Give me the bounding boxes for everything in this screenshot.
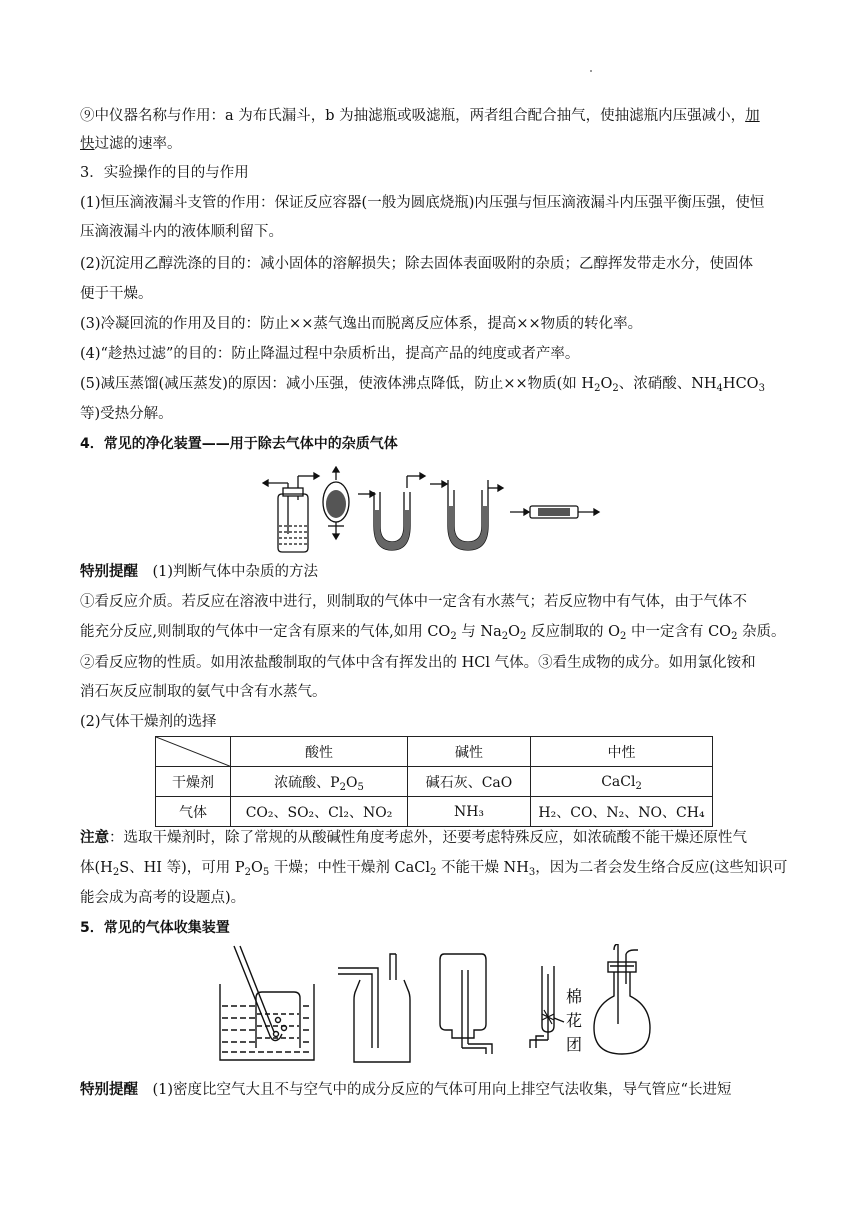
emphasis-label: 注意 [80,830,109,846]
paragraph-line [80,653,792,673]
paragraph-line [80,404,792,424]
text: (1)恒压滴液漏斗支管的作用：保证反应容器(一般为圆底烧瓶)内压强与恒压滴液漏斗内压强平衡压强，使恒 [80,195,765,211]
paragraph-line [80,828,792,848]
subscript: 2 [450,631,457,642]
section-heading-3 [80,163,792,183]
text: 便于干燥。 [80,286,153,302]
cotton-label-3: 团 [566,1035,583,1054]
paragraph-line [80,193,792,213]
text: 能充分反应,则制取的气体中一定含有原来的气体,如用 CO [80,624,451,640]
text: 消石灰反应制取的氨气中含有水蒸气。 [80,684,327,700]
subscript: 2 [620,631,627,642]
test-tube-with-cotton-icon [530,966,564,1048]
paragraph-line [80,622,792,642]
table-cell: NH₃ [408,797,531,827]
diagonal-line [156,737,232,767]
table-cell [531,767,713,797]
subscript: 2 [520,631,527,642]
text: O [251,860,263,876]
drying-bulb-icon [323,467,349,539]
subscript: 2 [635,780,642,792]
subscript: 4 [716,383,723,394]
text: (1)密度比空气大且不与空气中的成分反应的气体可用向上排空气法收集，导气管应“长进短 [138,1082,732,1098]
horizontal-drying-tube-icon [510,506,599,518]
text: 、浓硝酸、NH [618,376,717,392]
text: (2)气体干燥剂的选择 [80,714,217,730]
paragraph-line [80,284,792,304]
upward-air-displacement-bottle-icon [338,954,410,1062]
gas-washing-bottle-icon [263,473,319,552]
paragraph-line [80,682,792,702]
paragraph-line [80,374,792,394]
text: 4．常见的净化装置——用于除去气体中的杂质气体 [80,436,398,452]
text: 能会成为高考的设题点)。 [80,890,246,906]
u-tube-with-side-arms-icon [430,480,503,550]
text: 反应制取的 O [526,624,620,640]
paragraph-line [80,888,792,908]
u-tube-icon [358,473,425,550]
paragraph-line [80,106,792,126]
subscript: 2 [339,781,346,793]
text: 3．实验操作的目的与作用 [80,165,249,181]
text: 杂质。 [737,624,786,640]
underlined-text: 快 [80,136,95,152]
diagonal-header-cell [156,737,231,767]
table-row [156,767,713,797]
text: 5．常见的气体收集装置 [80,920,230,936]
paragraph-line [80,134,792,154]
text: 中一定含有 CO [626,624,732,640]
cotton-label-1: 棉 [566,987,583,1006]
paragraph-line [80,712,792,732]
text: (5)减压蒸馏(减压蒸发)的原因：减小压强，使液体沸点降低，防止××物质(如 H [80,376,595,392]
column-header: 碱性 [408,737,531,767]
paragraph-line [80,562,792,582]
drying-agent-table [155,736,713,827]
text: (2)沉淀用乙醇洗涤的目的：减小固体的溶解损失；除去固体表面吸附的杂质；乙醇挥发带走水分，使固体 [80,256,754,272]
section-heading-4 [80,434,792,454]
underlined-text: 加 [745,108,760,124]
subscript: 5 [357,781,364,793]
text: O [345,774,358,791]
paragraph-line [80,254,792,274]
cotton-label-2: 花 [566,1011,583,1030]
column-header: 中性 [531,737,713,767]
subscript: 2 [244,867,251,878]
table-row [156,797,713,827]
text: (4)“趁热过滤”的目的：防止降温过程中杂质析出，提高产品的纯度或者产率。 [80,346,580,362]
table-cell: H₂、CO、N₂、NO、CH₄ [531,797,713,827]
table-cell [231,767,408,797]
emphasis-label: 特别提醒 [80,1082,138,1098]
section-heading-5 [80,918,792,938]
text: ，因为二者会发生络合反应(这些知识可 [535,860,788,876]
text: CaCl [601,773,636,790]
row-header: 气体 [156,797,231,827]
text: ②看反应物的性质。如用浓盐酸制取的气体中含有挥发出的 HCl 气体。③看生成物的成分。如用氯化铵和 [80,655,756,671]
subscript: 2 [731,631,738,642]
column-header: 酸性 [231,737,408,767]
text: 干燥；中性干燥剂 CaCl [269,860,430,876]
text: ⑨中仪器名称与作用：a 为布氏漏斗，b 为抽滤瓶或吸滤瓶，两者组合配合抽气，使抽滤瓶内压强减小， [80,108,746,124]
subscript: 2 [501,631,509,642]
text: S、HI 等)，可用 P [119,860,245,876]
subscript: 3 [758,383,765,394]
subscript: 2 [429,867,437,878]
text: HCO [722,376,759,392]
emphasis-label: 特别提醒 [80,564,138,580]
text: 不能干燥 NH [436,860,529,876]
paragraph-line [80,858,792,878]
paragraph-line [80,222,792,242]
text: O [508,624,521,640]
text: 与 Na [456,624,502,640]
row-header: 干燥剂 [156,767,231,797]
subscript: 2 [594,383,601,394]
text: (1)判断气体中杂质的方法 [138,564,319,580]
text: 过滤的速率。 [94,136,182,152]
text: 浓硫酸、P [274,774,340,791]
paragraph-line [80,314,792,334]
text: 压滴液漏斗内的液体顺利留下。 [80,224,283,240]
paragraph-line [80,344,792,364]
subscript: 2 [612,383,619,394]
subscript: 2 [112,867,120,878]
table-cell: 碱石灰、CaO [408,767,531,797]
purification-apparatus-figure [262,466,602,556]
subscript: 3 [528,867,536,878]
table-header-row [156,737,713,767]
text: 体(H [80,860,113,876]
text: ①看反应介质。若反应在溶液中进行，则制取的气体中一定含有水蒸气；若反应物中有气体，由于气体不 [80,594,747,610]
text: O [600,376,613,392]
text: (3)冷凝回流的作用及目的：防止××蒸气逸出而脱离反应体系，提高××物质的转化率。 [80,316,643,332]
paragraph-line [80,1080,792,1100]
round-bottom-flask-icon [594,944,650,1054]
downward-air-displacement-bottle-icon [440,954,492,1054]
subscript: 5 [262,867,270,878]
paragraph-line [80,592,792,612]
water-displacement-icon [220,946,314,1060]
table-cell: CO₂、SO₂、Cl₂、NO₂ [231,797,408,827]
gas-collection-figure [214,944,654,1068]
text: 等)受热分解。 [80,406,173,422]
scan-mark [590,70,592,72]
text: ：选取干燥剂时，除了常规的从酸碱性角度考虑外，还要考虑特殊反应，如浓硫酸不能干燥还原性气 [109,830,747,846]
